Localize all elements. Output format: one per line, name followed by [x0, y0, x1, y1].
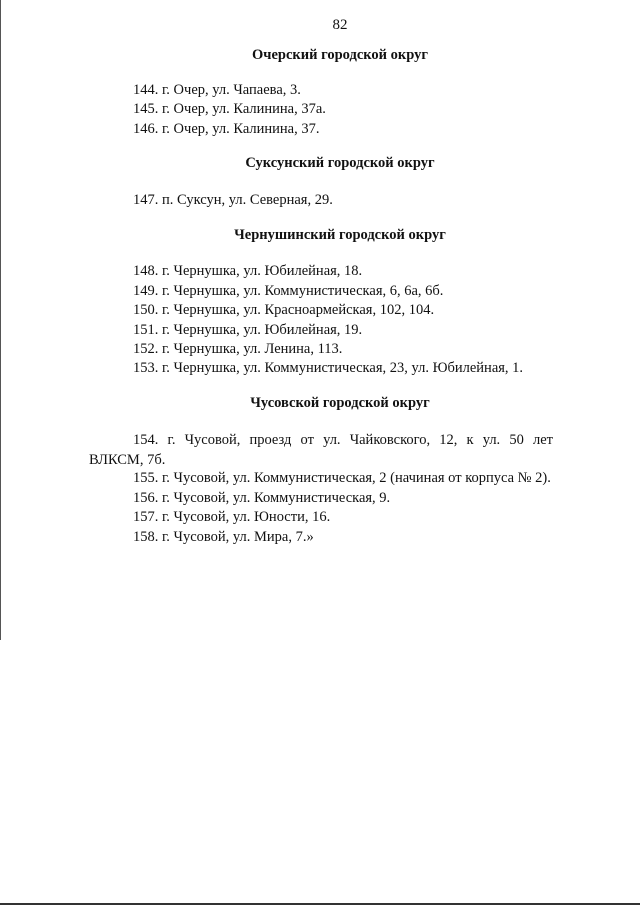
- list-item-152: 152. г. Чернушка, ул. Ленина, 113.: [133, 341, 343, 357]
- scan-edge-left: [0, 0, 1, 640]
- section-heading-suksun: Суксунский городской округ: [245, 155, 435, 171]
- list-item-146: 146. г. Очер, ул. Калинина, 37.: [133, 121, 320, 137]
- section-heading-chernushka: Чернушинский городской округ: [234, 227, 446, 243]
- list-item-147: 147. п. Суксун, ул. Северная, 29.: [133, 192, 333, 208]
- list-item-154-line-1: 154. г. Чусовой, проезд от ул. Чайковского, 12, к ул. 50 лет: [133, 432, 553, 448]
- section-heading-chusovoy: Чусовской городской округ: [250, 395, 430, 411]
- page-number: 82: [332, 17, 348, 33]
- list-item-144: 144. г. Очер, ул. Чапаева, 3.: [133, 82, 301, 98]
- list-item-154-line-2: ВЛКСМ, 7б.: [89, 452, 166, 468]
- list-item-156: 156. г. Чусовой, ул. Коммунистическая, 9.: [133, 490, 391, 506]
- list-item-145: 145. г. Очер, ул. Калинина, 37а.: [133, 101, 326, 117]
- list-item-155: 155. г. Чусовой, ул. Коммунистическая, 2 (начиная от корпуса № 2).: [133, 470, 551, 486]
- list-item-150: 150. г. Чернушка, ул. Красноармейская, 102, 104.: [133, 302, 435, 318]
- list-item-148: 148. г. Чернушка, ул. Юбилейная, 18.: [133, 263, 363, 279]
- list-item-153: 153. г. Чернушка, ул. Коммунистическая, 23, ул. Юбилейная, 1.: [133, 360, 524, 376]
- list-item-149: 149. г. Чернушка, ул. Коммунистическая, 6, 6а, 6б.: [133, 283, 444, 299]
- list-item-157: 157. г. Чусовой, ул. Юности, 16.: [133, 509, 331, 525]
- list-item-158: 158. г. Чусовой, ул. Мира, 7.»: [133, 529, 314, 545]
- list-item-154: [89, 430, 553, 470]
- list-item-151: 151. г. Чернушка, ул. Юбилейная, 19.: [133, 322, 363, 338]
- section-heading-ocher: Очерский городской округ: [252, 47, 428, 63]
